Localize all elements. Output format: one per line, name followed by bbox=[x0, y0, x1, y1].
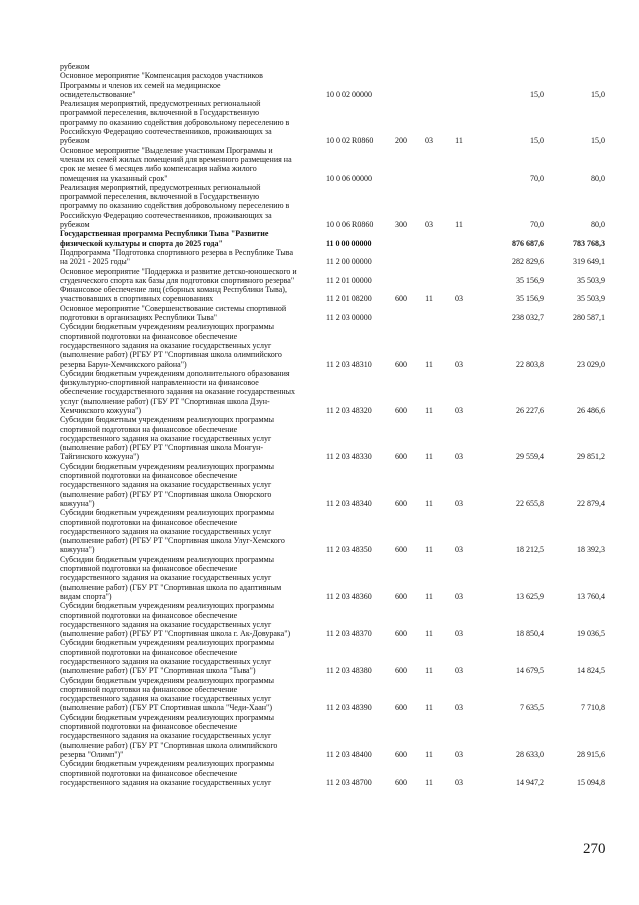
expense-type-code: 600 bbox=[395, 591, 407, 601]
target-article-code: 10 0 06 R0860 bbox=[326, 220, 374, 230]
table-row bbox=[60, 229, 605, 248]
row-name: Субсидии бюджетным учреждениям реализующих программы спортивной подготовки на финансовое обеспечение государственного задания на оказание государственных услуг (выполнение работ) (РГБУ РТ "Спортивная школа Монгун- Тайгинского кожууна") bbox=[60, 415, 275, 462]
row-name: Субсидии бюджетным учреждениям реализующих программы спортивной подготовки на финансовое обеспечение государственного задания на оказание государственных услуг (выполнение работ) (ГБУ РТ "Спортивная школа "Тыва") bbox=[60, 638, 275, 676]
table-row bbox=[60, 508, 605, 554]
amount-first-year: 70,0 bbox=[530, 173, 544, 183]
row-name: Финансовое обеспечение лиц (сборных команд Республики Тыва), участвовавших в спортивных соревнованиях bbox=[60, 285, 287, 304]
expense-type-code: 600 bbox=[395, 749, 407, 759]
amount-second-year: 783 768,3 bbox=[573, 238, 605, 248]
row-name: Государственная программа Республики Тыва "Развитие физической культуры и спорта до 2025 года" bbox=[60, 229, 269, 248]
amount-first-year: 18 850,4 bbox=[516, 629, 544, 639]
amount-second-year: 13 760,4 bbox=[577, 591, 605, 601]
row-name: Субсидии бюджетным учреждениям реализующих программы спортивной подготовки на финансовое обеспечение государственного задания на оказание государственных услуг (выполнение работ) (РГБУ РТ "Спортивная школа Овюрского кожууна") bbox=[60, 461, 275, 508]
amount-first-year: 29 559,4 bbox=[516, 452, 544, 462]
subsection-code: 03 bbox=[455, 777, 463, 787]
section-code: 11 bbox=[425, 359, 433, 369]
amount-first-year: 14 947,2 bbox=[516, 777, 544, 787]
amount-first-year: 70,0 bbox=[530, 220, 544, 230]
amount-second-year: 280 587,1 bbox=[573, 313, 605, 323]
target-article-code: 10 0 02 00000 bbox=[326, 89, 372, 99]
table-row bbox=[60, 71, 605, 99]
section-code: 11 bbox=[425, 294, 433, 304]
expense-type-code: 200 bbox=[395, 136, 407, 146]
row-name: Основное мероприятие "Выделение участникам Программы и членам их семей жилых помещений для временного размещения на срок не менее 6 месяцев либо компенсация найма жилого помещения на указанный срок" bbox=[60, 145, 292, 183]
amount-second-year: 35 503,9 bbox=[577, 275, 605, 285]
target-article-code: 11 2 03 48330 bbox=[326, 452, 372, 462]
row-name: Реализация мероприятий, предусмотренных региональной программой переселения, включенной в Государственную программу по оказанию содействия добровольному переселению в Российскую Федерацию соотечественников, проживающих за рубежом bbox=[60, 182, 290, 230]
amount-second-year: 15 094,8 bbox=[577, 777, 605, 787]
subsection-code: 03 bbox=[455, 666, 463, 676]
expense-type-code: 600 bbox=[395, 545, 407, 555]
target-article-code: 11 2 03 48350 bbox=[326, 545, 372, 555]
target-article-code: 11 2 03 48400 bbox=[326, 749, 372, 759]
table-row bbox=[60, 62, 605, 71]
subsection-code: 03 bbox=[455, 498, 463, 508]
target-article-code: 11 2 03 48340 bbox=[326, 498, 372, 508]
table-row bbox=[60, 322, 605, 368]
target-article-code: 11 2 03 48370 bbox=[326, 629, 372, 639]
amount-second-year: 18 392,3 bbox=[577, 545, 605, 555]
amount-first-year: 35 156,9 bbox=[516, 275, 544, 285]
table-row bbox=[60, 183, 605, 229]
amount-first-year: 15,0 bbox=[530, 136, 544, 146]
subsection-code: 03 bbox=[455, 629, 463, 639]
amount-second-year: 7 710,8 bbox=[581, 703, 605, 713]
subsection-code: 03 bbox=[455, 703, 463, 713]
target-article-code: 11 2 03 48390 bbox=[326, 703, 372, 713]
table-row bbox=[60, 304, 605, 323]
amount-first-year: 876 687,6 bbox=[512, 238, 544, 248]
amount-second-year: 22 879,4 bbox=[577, 498, 605, 508]
section-code: 03 bbox=[425, 220, 433, 230]
table-row bbox=[60, 555, 605, 601]
subsection-code: 03 bbox=[455, 591, 463, 601]
amount-first-year: 22 655,8 bbox=[516, 498, 544, 508]
expense-type-code: 600 bbox=[395, 629, 407, 639]
subsection-code: 03 bbox=[455, 749, 463, 759]
target-article-code: 11 2 01 08200 bbox=[326, 294, 372, 304]
row-name: Субсидии бюджетным учреждениям реализующих программы спортивной подготовки на финансовое обеспечение государственного задания на оказание государственных услуг (выполнение работ) (ГБУ РТ "Спортивная школа по адаптивным видам спорта") bbox=[60, 554, 282, 601]
subsection-code: 11 bbox=[455, 220, 463, 230]
table-row bbox=[60, 759, 605, 787]
row-name: Подпрограмма "Подготовка спортивного резерва в Республике Тыва на 2021 - 2025 годы" bbox=[60, 247, 293, 267]
amount-second-year: 26 486,6 bbox=[577, 405, 605, 415]
amount-second-year: 80,0 bbox=[591, 220, 605, 230]
subsection-code: 03 bbox=[455, 405, 463, 415]
row-name: Основное мероприятие "Поддержка и развитие детско-юношеского и студенческого спорта как базы для подготовки спортивного резерва" bbox=[60, 266, 297, 285]
row-name: Субсидии бюджетным учреждениям реализующих программы спортивной подготовки на финансовое обеспечение государственного задания на оказание государственных услуг (выполнение работ) (ГБУ РТ Спортивная школа "Чеди-Хаан") bbox=[60, 675, 275, 713]
amount-first-year: 14 679,5 bbox=[516, 666, 544, 676]
section-code: 11 bbox=[425, 405, 433, 415]
row-name: Основное мероприятие "Компенсация расходов участников Программы и членов их семей на медицинское освидетельствование" bbox=[60, 71, 263, 99]
amount-first-year: 18 212,5 bbox=[516, 545, 544, 555]
table-row bbox=[60, 462, 605, 508]
target-article-code: 10 0 02 R0860 bbox=[326, 136, 374, 146]
amount-first-year: 26 227,6 bbox=[516, 405, 544, 415]
amount-second-year: 23 029,0 bbox=[577, 359, 605, 369]
amount-first-year: 238 032,7 bbox=[512, 313, 544, 323]
amount-first-year: 35 156,9 bbox=[516, 294, 544, 304]
amount-first-year: 15,0 bbox=[530, 89, 544, 99]
row-name: Субсидии бюджетным учреждениям дополнительного образования физкультурно-спортивной направленности на финансовое обеспечение государственного задания на оказание государственных услуг (выполнение работ) (ГБУ РТ "Спортивная школа Дзун- Хемчикского кожууна") bbox=[60, 368, 296, 415]
subsection-code: 03 bbox=[455, 359, 463, 369]
table-row bbox=[60, 676, 605, 713]
row-name: Субсидии бюджетным учреждениям реализующих программы спортивной подготовки на финансовое обеспечение государственного задания на оказание государственных услуг (выполнение работ) (РГБУ РТ "Спортивная школа олимпийского резерва Барун-Хемчикского района") bbox=[60, 322, 282, 369]
amount-first-year: 282 829,6 bbox=[512, 257, 544, 267]
row-name: Реализация мероприятий, предусмотренных региональной программой переселения, включенной в Государственную программу по оказанию содействия добровольному переселению в Российскую Федерацию соотечественников, проживающих за рубежом bbox=[60, 99, 290, 146]
row-name: Основное мероприятие "Совершенствование системы спортивной подготовки в организациях Республики Тыва" bbox=[60, 303, 287, 323]
section-code: 11 bbox=[425, 777, 433, 787]
amount-second-year: 15,0 bbox=[591, 89, 605, 99]
section-code: 11 bbox=[425, 545, 433, 555]
target-article-code: 11 2 03 48310 bbox=[326, 359, 372, 369]
budget-table bbox=[60, 62, 605, 787]
amount-second-year: 14 824,5 bbox=[577, 666, 605, 676]
subsection-code: 03 bbox=[455, 452, 463, 462]
section-code: 11 bbox=[425, 666, 433, 676]
section-code: 11 bbox=[425, 629, 433, 639]
target-article-code: 11 2 03 48700 bbox=[326, 777, 372, 787]
table-row bbox=[60, 713, 605, 759]
amount-second-year: 35 503,9 bbox=[577, 294, 605, 304]
expense-type-code: 600 bbox=[395, 703, 407, 713]
table-row bbox=[60, 267, 605, 286]
table-row bbox=[60, 601, 605, 638]
target-article-code: 11 2 03 48360 bbox=[326, 591, 372, 601]
amount-second-year: 15,0 bbox=[591, 136, 605, 146]
table-row bbox=[60, 285, 605, 304]
row-name: Субсидии бюджетным учреждениям реализующих программы спортивной подготовки на финансовое обеспечение государственного задания на оказание государственных услуг (выполнение работ) (РГБУ РТ "Спортивная школа Улуг-Хемского кожууна") bbox=[60, 508, 285, 555]
amount-second-year: 29 851,2 bbox=[577, 452, 605, 462]
expense-type-code: 600 bbox=[395, 405, 407, 415]
target-article-code: 10 0 06 00000 bbox=[326, 173, 372, 183]
expense-type-code: 600 bbox=[395, 666, 407, 676]
row-name: Субсидии бюджетным учреждениям реализующих программы спортивной подготовки на финансовое обеспечение государственного задания на оказание государственных услуг (выполнение работ) (ГБУ РТ "Спортивная школа олимпийского резерва "Олимп")" bbox=[60, 712, 278, 759]
target-article-code: 11 2 03 48320 bbox=[326, 405, 372, 415]
amount-second-year: 319 649,1 bbox=[573, 257, 605, 267]
section-code: 11 bbox=[425, 452, 433, 462]
expense-type-code: 600 bbox=[395, 498, 407, 508]
expense-type-code: 300 bbox=[395, 220, 407, 230]
table-row bbox=[60, 415, 605, 461]
section-code: 11 bbox=[425, 498, 433, 508]
section-code: 03 bbox=[425, 136, 433, 146]
amount-second-year: 19 036,5 bbox=[577, 629, 605, 639]
target-article-code: 11 2 03 00000 bbox=[326, 313, 372, 323]
expense-type-code: 600 bbox=[395, 294, 407, 304]
subsection-code: 11 bbox=[455, 136, 463, 146]
table-row bbox=[60, 638, 605, 675]
target-article-code: 11 0 00 00000 bbox=[326, 238, 372, 248]
page-number: 270 bbox=[583, 841, 606, 857]
target-article-code: 11 2 00 00000 bbox=[326, 257, 372, 267]
amount-first-year: 22 803,8 bbox=[516, 359, 544, 369]
table-row bbox=[60, 146, 605, 183]
amount-second-year: 28 915,6 bbox=[577, 749, 605, 759]
subsection-code: 03 bbox=[455, 294, 463, 304]
expense-type-code: 600 bbox=[395, 452, 407, 462]
row-name: рубежом bbox=[60, 62, 90, 71]
table-row bbox=[60, 248, 605, 267]
subsection-code: 03 bbox=[455, 545, 463, 555]
section-code: 11 bbox=[425, 591, 433, 601]
expense-type-code: 600 bbox=[395, 359, 407, 369]
amount-second-year: 80,0 bbox=[591, 173, 605, 183]
amount-first-year: 7 635,5 bbox=[520, 703, 544, 713]
target-article-code: 11 2 03 48380 bbox=[326, 666, 372, 676]
table-row bbox=[60, 99, 605, 145]
row-name: Субсидии бюджетным учреждениям реализующих программы спортивной подготовки на финансовое обеспечение государственного задания на оказание государственных услуг bbox=[60, 759, 275, 787]
amount-first-year: 28 633,0 bbox=[516, 749, 544, 759]
section-code: 11 bbox=[425, 749, 433, 759]
section-code: 11 bbox=[425, 703, 433, 713]
expense-type-code: 600 bbox=[395, 777, 407, 787]
target-article-code: 11 2 01 00000 bbox=[326, 275, 372, 285]
table-row bbox=[60, 369, 605, 415]
row-name: Субсидии бюджетным учреждениям реализующих программы спортивной подготовки на финансовое обеспечение государственного задания на оказание государственных услуг (выполнение работ) (РГБУ РТ "Спортивная школа г. Ак-Довурака") bbox=[60, 601, 291, 639]
amount-first-year: 13 625,9 bbox=[516, 591, 544, 601]
